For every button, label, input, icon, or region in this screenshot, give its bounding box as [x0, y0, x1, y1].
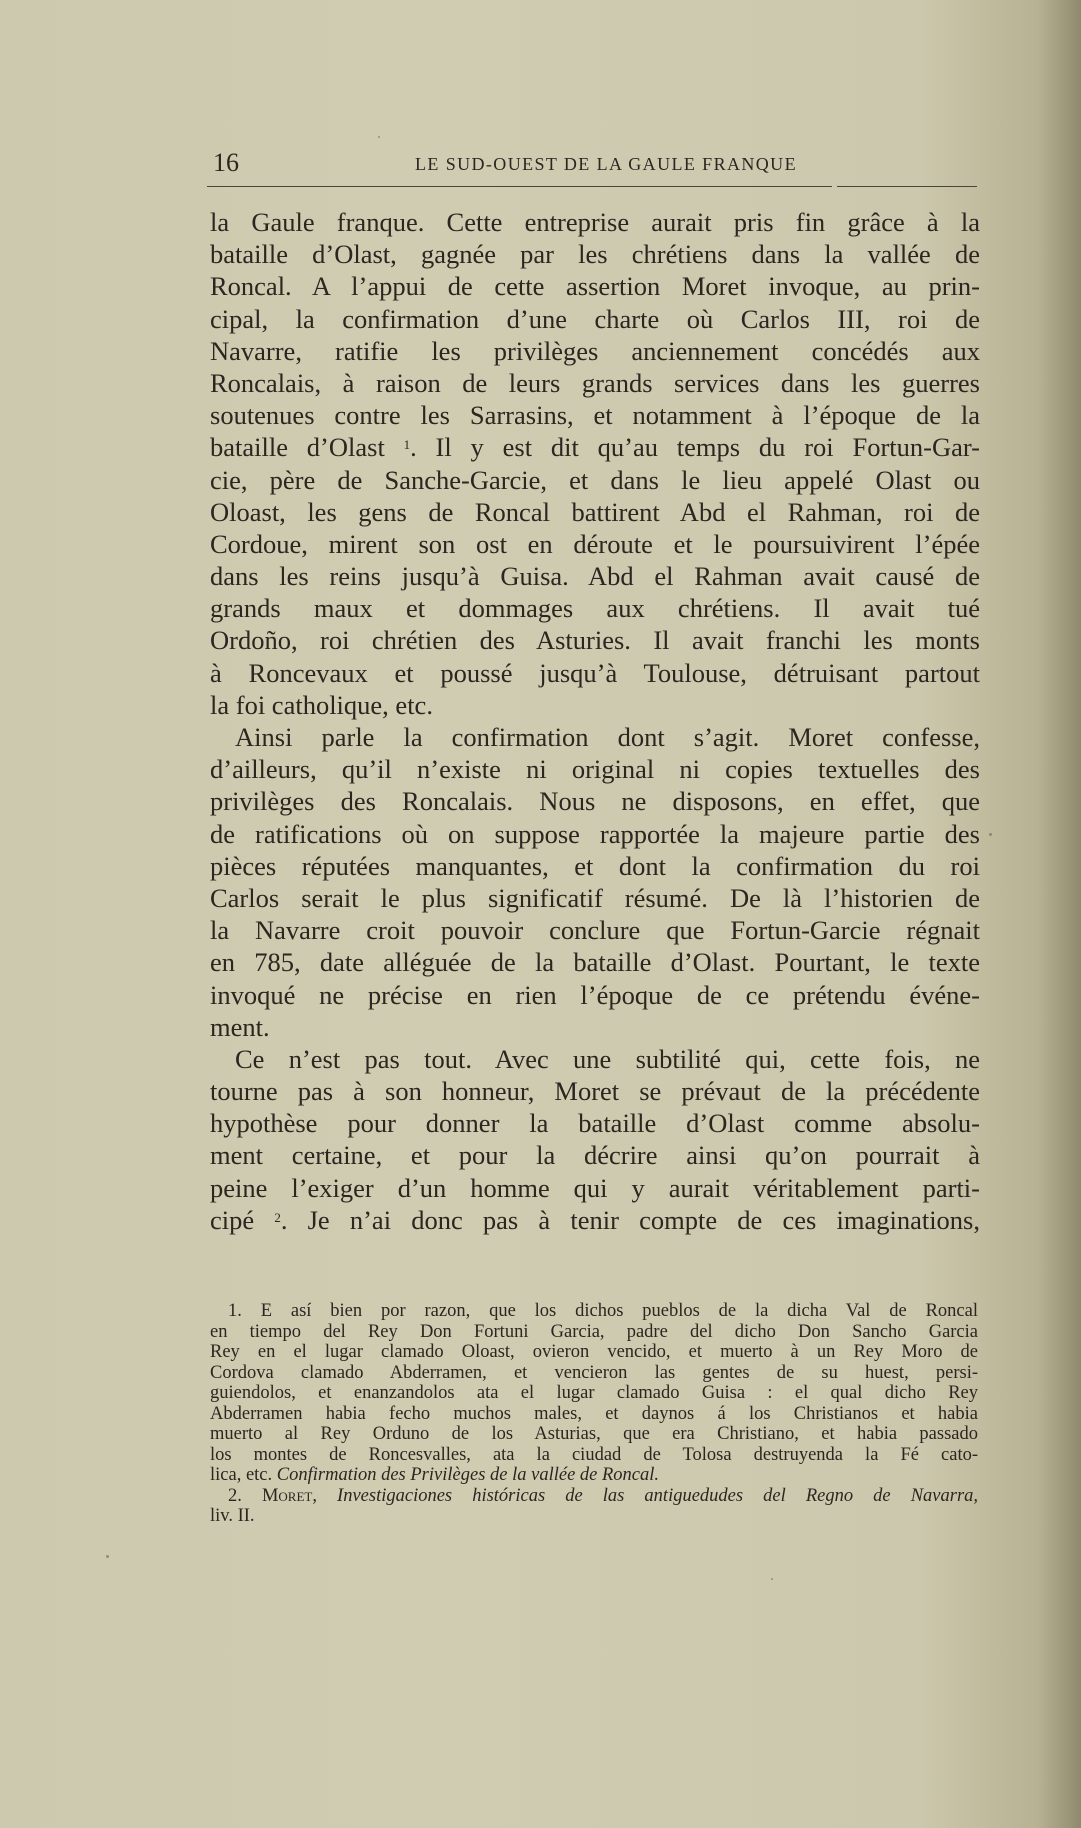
text-line: ment. [210, 1011, 270, 1042]
footnote-2 [210, 1486, 978, 1507]
text-line: Roncalais, à raison de leurs grands services dans les guerres [210, 367, 980, 398]
text-line: pièces réputées manquantes, et dont la confirmation du roi [210, 850, 980, 881]
body-text [210, 206, 980, 1236]
footnote-citation: Confirmation des Privilèges de la vallée de Roncal. [276, 1465, 660, 1485]
text-segment: . Il y est dit qu’au temps du roi Fortun-Gar- [410, 432, 980, 463]
text-segment: bataille d’Olast [210, 432, 404, 463]
running-title: LE SUD-OUEST DE LA GAULE FRANQUE [415, 154, 797, 174]
footnote-line: guiendolos, et enanzandolos ata el lugar clamado Guisa : el qual dicho Rey [210, 1383, 978, 1403]
text-line: cipal, la confirmation d’une charte où Carlos III, roi de [210, 303, 980, 334]
text-line: bataille d’Olast, gagnée par les chrétiens dans la vallée de [210, 239, 980, 270]
separator: , [312, 1485, 338, 1506]
footnote-1 [210, 1301, 978, 1465]
text-line: ment certaine, et pour la décrire ainsi qu’on pourrait à [210, 1140, 980, 1171]
footnote-2-cont: liv. II. [210, 1506, 255, 1526]
text-segment: . Je n’ai donc pas à tenir compte de ces imaginations, [280, 1204, 980, 1235]
text-line: invoqué ne précise en rien l’époque de ce prétendu événe- [210, 979, 980, 1010]
text-line: à Roncevaux et poussé jusqu’à Toulouse, détruisant partout [210, 657, 980, 688]
text-line [210, 1204, 980, 1236]
text-line: Ainsi parle la confirmation dont s’agit. Moret confesse, [235, 722, 980, 752]
text-line: la Navarre croit pouvoir conclure que Fortun-Garcie régnait [210, 915, 980, 946]
text-line: Navarre, ratifie les privilèges anciennement concédés aux [210, 335, 980, 366]
footnote-title: Investigaciones históricas de las antiguedudes del Regno de Navarra, [337, 1485, 979, 1506]
paper-speck [771, 1578, 773, 1580]
footnote-line: 1. E así bien por razon, que los dichos pueblos de la dicha Val de Roncal [228, 1301, 978, 1321]
text-line: Cordoue, mirent son ost en déroute et le poursuivirent l’épée [210, 528, 980, 559]
footnote-line: Rey en el lugar clamado Oloast, ovieron vencido, et muerto à un Rey Moro de [210, 1342, 978, 1362]
footnote-author: Moret [261, 1485, 313, 1506]
footnote-reference[interactable]: 1 [403, 437, 411, 453]
text-segment: cipé [210, 1204, 275, 1235]
text-line: peine l’exiger d’un homme qui y aurait véritablement parti- [210, 1172, 980, 1203]
text-line: grands maux et dommages aux chrétiens. Il avait tué [210, 593, 980, 624]
text-line: soutenues contre les Sarrasins, et notamment à l’époque de la [210, 400, 980, 431]
text-line: de ratifications où on suppose rapportée la majeure partie des [210, 818, 980, 849]
text-line: hypothèse pour donner la bataille d’Olast comme absolu- [210, 1108, 980, 1139]
page-number: 16 [213, 148, 239, 177]
footnote-line: los montes de Roncesvalles, ata la ciudad de Tolosa destruyenda la Fé cato- [210, 1444, 978, 1465]
footnote-line: muerto al Rey Orduno de los Asturias, que era Christiano, et habia passado [210, 1424, 978, 1444]
paper-speck [106, 1555, 109, 1558]
text-line: tourne pas à son honneur, Moret se prévaut de la précédente [210, 1076, 980, 1107]
text-line: Ce n’est pas tout. Avec une subtilité qui, cette fois, ne [235, 1043, 980, 1074]
footnote-line: Cordova clamado Abderramen, et vencieron las gentes de su huest, persi- [210, 1362, 978, 1383]
text-line: Carlos serait le plus significatif résumé. De là l’historien de [210, 882, 980, 913]
footnote-reference[interactable]: 2 [274, 1209, 281, 1225]
text-line: cie, père de Sanche-Garcie, et dans le lieu appelé Olast ou [210, 464, 980, 495]
footnote-line: en tiempo del Rey Don Fortuni Garcia, padre del dicho Don Sancho Garcia [210, 1321, 978, 1342]
header-rule-short [837, 186, 977, 187]
paper-speck [378, 136, 380, 138]
paper-speck [989, 833, 992, 836]
text-line: Ordoño, roi chrétien des Asturies. Il avait franchi les monts [210, 625, 980, 656]
footnote-line: Abderramen habia fecho muchos males, et daynos á los Christianos et habia [210, 1403, 978, 1424]
text-line: en 785, date alléguée de la bataille d’Olast. Pourtant, le texte [210, 947, 980, 978]
text-line: Roncal. A l’appui de cette assertion Moret invoque, au prin- [210, 271, 980, 302]
footnote-1-last-line [210, 1465, 978, 1486]
text-line: d’ailleurs, qu’il n’existe ni original ni copies textuelles des [210, 754, 980, 785]
text-line: dans les reins jusqu’à Guisa. Abd el Rahman avait causé de [210, 561, 980, 592]
text-line: Oloast, les gens de Roncal battirent Abd el Rahman, roi de [210, 496, 980, 527]
text-line: privilèges des Roncalais. Nous ne disposons, en effet, que [210, 786, 980, 817]
page-header [210, 148, 978, 180]
text-line [210, 431, 980, 463]
header-rule [207, 186, 832, 187]
text-line: la foi catholique, etc. [210, 689, 433, 720]
footnote-number: 2. [228, 1485, 262, 1506]
footnotes [210, 1301, 978, 1527]
footnote-text: lica, etc. [210, 1465, 277, 1485]
text-line: la Gaule franque. Cette entreprise aurait pris fin grâce à la [210, 207, 980, 237]
